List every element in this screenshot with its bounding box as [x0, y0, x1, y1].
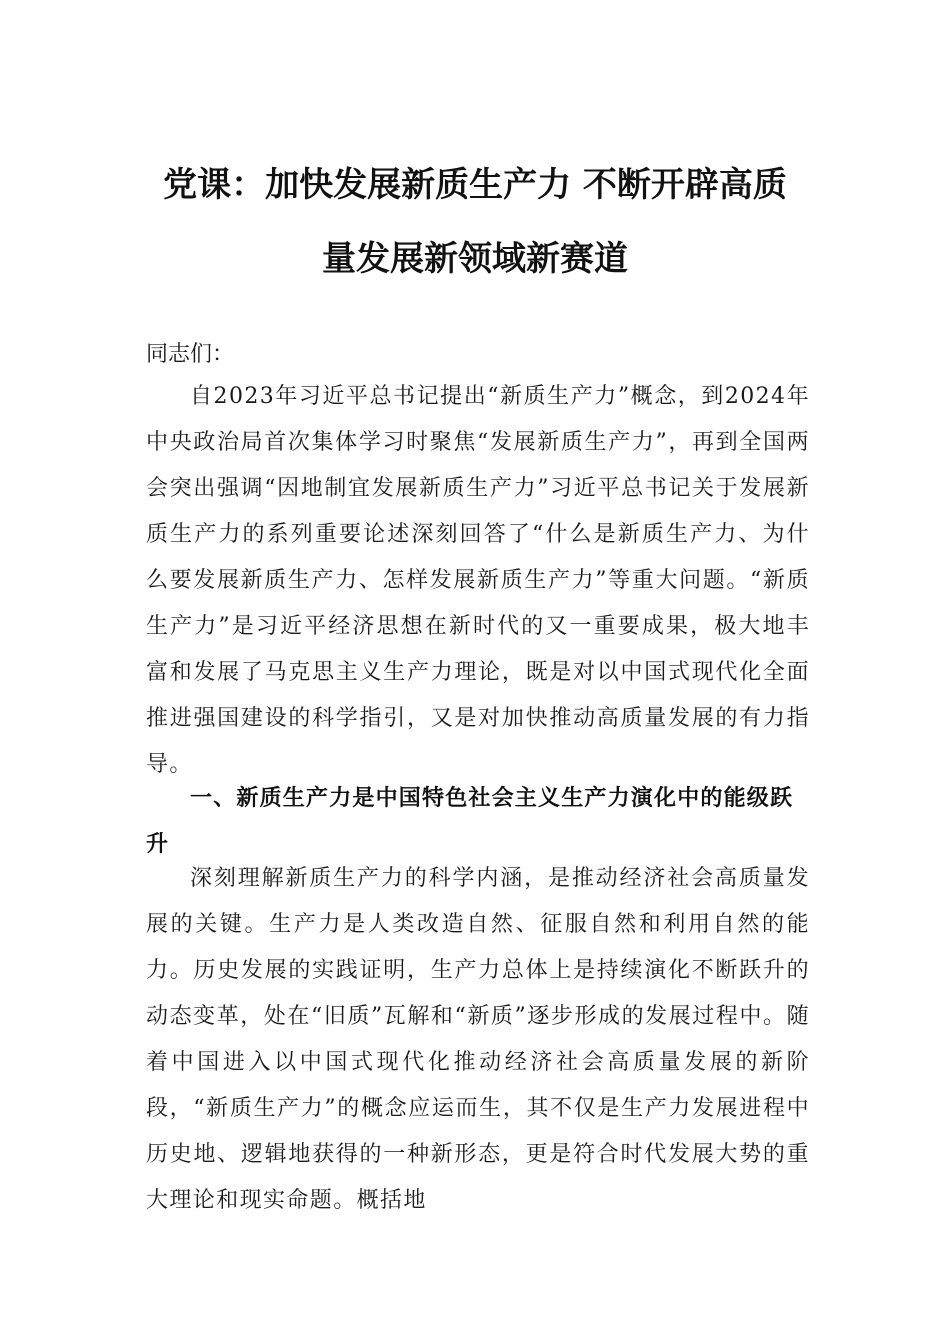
- paragraph-section-1: 深刻理解新质生产力的科学内涵，是推动经济社会高质量发展的关键。生产力是人类改造自然、征服自然和利用自然的能力。历史发展的实践证明，生产力总体上是持续演化不断跃升的动态变革，处在“旧质”瓦解和“新质”逐步形成的发展过程中。随着中国进入以中国式现代化推动经济社会高质量发展的新阶段，“新质生产力”的概念应运而生，其不仅是生产力发展进程中历史地、逻辑地获得的一种新形态，更是符合时代发展大势的重大理论和现实命题。概括地: [146, 866, 810, 1213]
- salutation: 同志们：: [146, 342, 235, 367]
- section-heading-1: 一、新质生产力是中国特色社会主义生产力演化中的能级跃升: [146, 786, 794, 857]
- paragraph-intro: 自2023年习近平总书记提出“新质生产力”概念，到2024年中央政治局首次集体学习时聚焦“发展新质生产力”，再到全国两会突出强调“因地制宜发展新质生产力”习近平总书记关于发展新质生产力的系列重要论述深刻回答了“什么是新质生产力、为什么要发展新质生产力、怎样发展新质生产力”等重大问题。“新质生产力”是习近平经济思想在新时代的又一重要成果，极大地丰富和发展了马克思主义生产力理论，既是对以中国式现代化全面推进强国建设的科学指引，又是对加快推动高质量发展的有力指导。: [146, 384, 810, 777]
- document-title-line-2: 量发展新领域新赛道: [322, 239, 628, 279]
- document-title-line-1: 党课：加快发展新质生产力 不断开辟高质: [163, 165, 787, 205]
